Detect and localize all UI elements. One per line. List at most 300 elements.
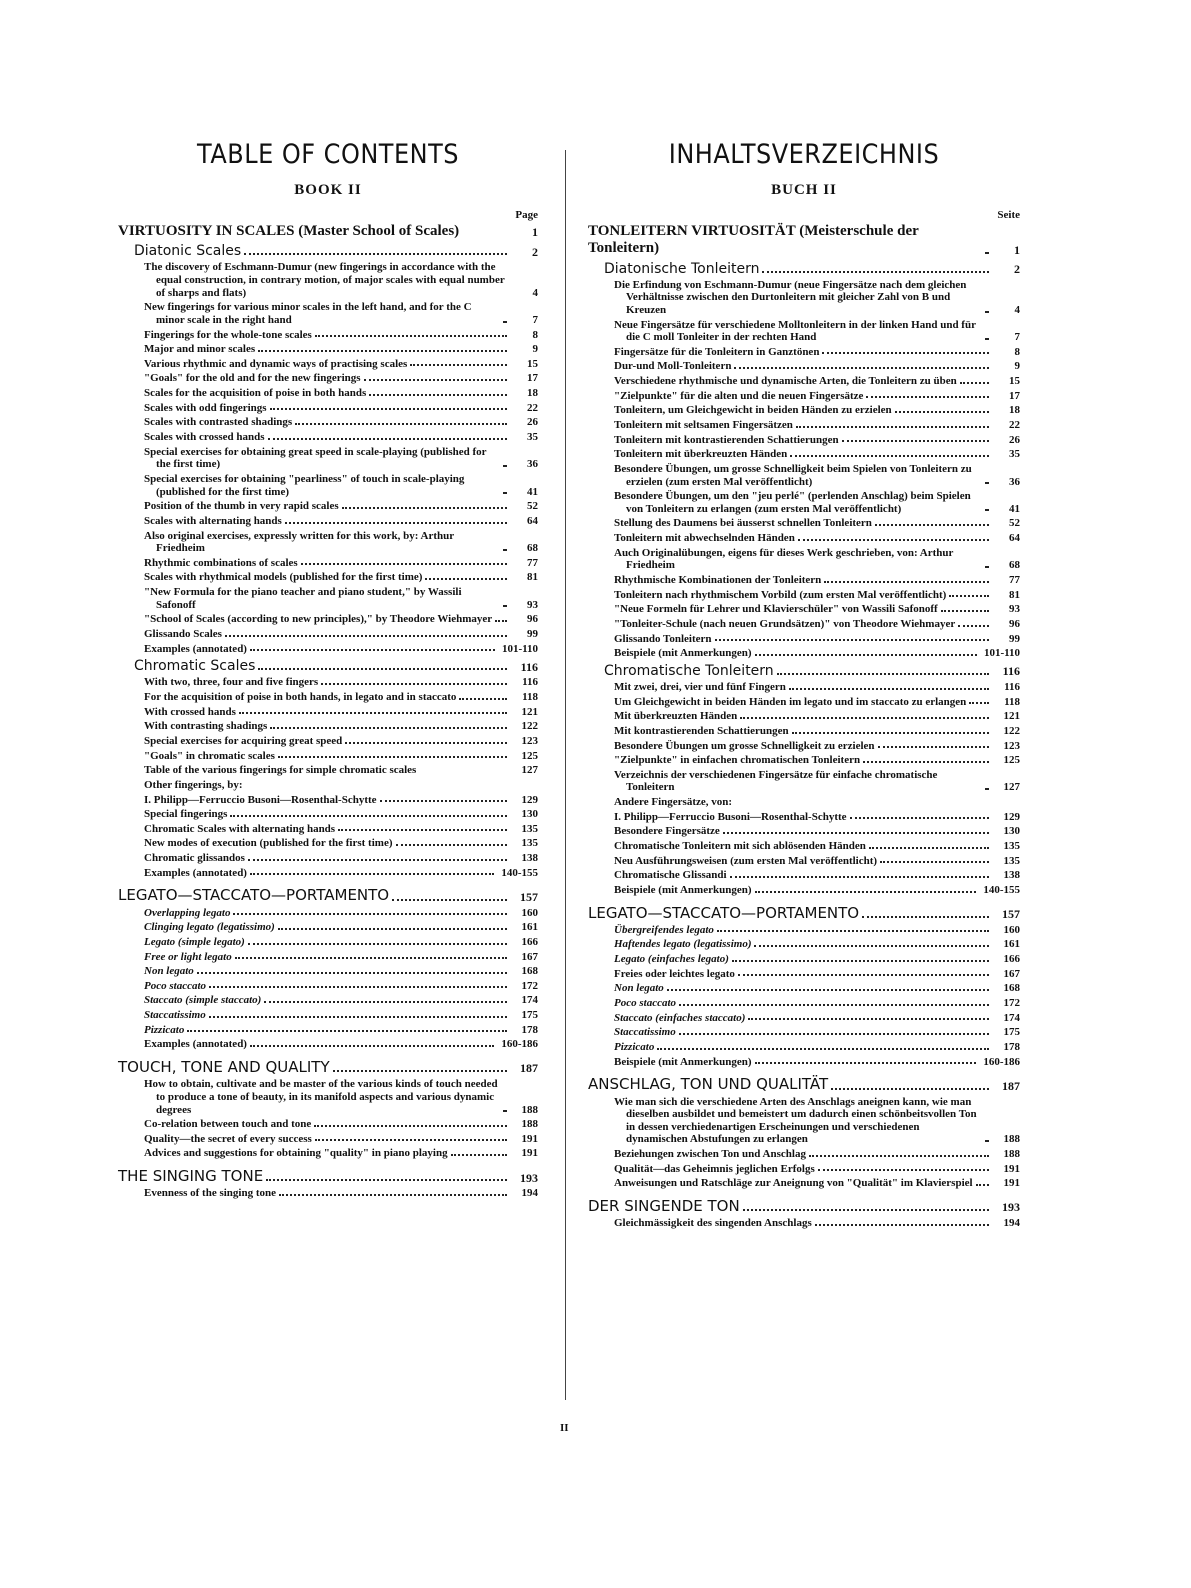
- toc-entry: [118, 1168, 538, 1185]
- toc-entry: [588, 769, 1020, 794]
- toc-entry: [118, 837, 538, 850]
- toc-entries: [588, 223, 1020, 1230]
- toc-entry-page: 116: [520, 659, 538, 674]
- dot-leader: [895, 411, 989, 413]
- toc-entry-title: Special exercises for obtaining great speed in scale-playing (published for the first time): [144, 445, 487, 471]
- toc-entry-page: 194: [1003, 1217, 1020, 1230]
- dot-leader: [266, 1179, 507, 1181]
- toc-entry-title: Beziehungen zwischen Ton und Anschlag: [614, 1148, 806, 1161]
- toc-entry-page: 188: [1003, 1148, 1020, 1161]
- toc-entry-page: 174: [521, 994, 538, 1007]
- toc-entry-page: 8: [532, 328, 538, 341]
- page-number: II: [560, 1422, 569, 1434]
- toc-entry: [588, 884, 1020, 897]
- toc-entry-title: Chromatic Scales with alternating hands: [144, 822, 336, 835]
- toc-entry-page: 4: [532, 286, 538, 299]
- dot-leader: [235, 957, 507, 959]
- dot-leader: [364, 379, 507, 381]
- dot-leader: [396, 844, 508, 846]
- toc-entry: [118, 1187, 538, 1200]
- dot-leader: [314, 1125, 507, 1127]
- toc-entry-page: 1: [1014, 242, 1020, 257]
- toc-entry-title: Tonleitern nach rhythmischem Vorbild (zum ersten Mal veröffentlicht): [614, 588, 947, 601]
- dot-leader: [730, 876, 989, 878]
- toc-entry: [588, 740, 1020, 753]
- toc-entry-page: 130: [521, 808, 538, 821]
- toc-entry: [118, 329, 538, 342]
- toc-entry: [118, 557, 538, 570]
- toc-entry: [118, 301, 538, 326]
- toc-entry-title: ANSCHLAG, TON UND QUALITÄT: [588, 1075, 829, 1094]
- toc-entry: [118, 261, 538, 299]
- dot-leader: [985, 338, 989, 340]
- dot-leader: [755, 891, 977, 893]
- toc-entry: [118, 643, 538, 656]
- dot-leader: [278, 756, 507, 758]
- dot-leader: [264, 1001, 507, 1003]
- toc-entry-title: For the acquisition of poise in both hands, in legato and in staccato: [144, 691, 457, 704]
- toc-entry-title: Tonleitern mit kontrastierenden Schattierungen: [614, 433, 839, 446]
- toc-entry-title: Neue Fingersätze für verschiedene Molltonleitern in der linken Hand und für die C moll Tonleiter in der rechten Hand: [614, 318, 976, 344]
- toc-entry-title: Besondere Übungen um grosse Schnelligkeit zu erzielen: [614, 739, 875, 752]
- toc-entry: [588, 997, 1020, 1010]
- toc-entry-page: 81: [527, 571, 538, 584]
- toc-entry: [588, 1148, 1020, 1161]
- toc-entry: [118, 358, 538, 371]
- dot-leader: [503, 549, 507, 551]
- toc-entry: [118, 658, 538, 674]
- dot-leader: [842, 440, 989, 442]
- toc-entry-title: Auch Originalübungen, eigens für dieses Werk geschrieben, von: Arthur Friedheim: [614, 546, 954, 572]
- toc-entry: [588, 1177, 1020, 1190]
- toc-entry-title: Scales with contrasted shadings: [144, 416, 293, 429]
- dot-leader: [743, 1209, 989, 1211]
- dot-leader: [268, 438, 507, 440]
- toc-entry-title: Besondere Fingersätze: [614, 825, 720, 838]
- dot-leader: [270, 408, 507, 410]
- toc-entry-page: 64: [527, 514, 538, 527]
- toc-entry-title: Examples (annotated): [144, 1038, 247, 1051]
- toc-entry-title: Table of the various fingerings for simple chromatic scales: [144, 764, 417, 777]
- toc-entry-title: Major and minor scales: [144, 343, 256, 356]
- dot-leader: [985, 509, 989, 511]
- toc-entry-page: 166: [521, 935, 538, 948]
- toc-entry-title: Rhythmic combinations of scales: [144, 556, 298, 569]
- toc-entry-page: 129: [521, 793, 538, 806]
- toc-entry-page: 160-186: [501, 1038, 538, 1051]
- toc-entry-page: 26: [1009, 433, 1020, 446]
- dot-leader: [239, 712, 507, 714]
- dot-leader: [738, 974, 989, 976]
- toc-entry-title: DER SINGENDE TON: [588, 1196, 740, 1215]
- dot-leader: [315, 335, 507, 337]
- toc-entry: [588, 390, 1020, 403]
- toc-entry-page: 99: [1009, 632, 1020, 645]
- toc-entry-title: LEGATO—STACCATO—PORTAMENTO: [118, 886, 390, 905]
- toc-entry-page: 41: [527, 485, 538, 498]
- dot-leader: [869, 847, 989, 849]
- dot-leader: [392, 899, 507, 901]
- toc-entry: [588, 319, 1020, 344]
- toc-entry-title: I. Philipp—Ferruccio Busoni—Rosenthal-Schytte: [614, 810, 847, 823]
- toc-entry-page: 41: [1009, 502, 1020, 515]
- toc-entry: [588, 840, 1020, 853]
- dot-leader: [225, 635, 507, 637]
- toc-entry-page: 161: [521, 921, 538, 934]
- toc-entry-title: Anweisungen und Ratschläge zur Aneignung von "Qualität" im Klavierspiel: [614, 1177, 973, 1190]
- toc-entry-title: "Goals" in chromatic scales: [144, 749, 275, 762]
- toc-entry-page: 116: [1002, 664, 1020, 679]
- toc-entry: [118, 735, 538, 748]
- toc-entry-title: Staccatissimo: [144, 1009, 206, 1022]
- toc-entry-page: 193: [520, 1170, 538, 1185]
- dot-leader: [958, 625, 989, 627]
- toc-entry: [588, 589, 1020, 602]
- dot-leader: [209, 986, 507, 988]
- toc-entry-page: 168: [521, 965, 538, 978]
- book-heading: BUCH II: [771, 182, 837, 198]
- dot-leader: [818, 1169, 989, 1171]
- toc-entry-title: LEGATO—STACCATO—PORTAMENTO: [588, 903, 860, 922]
- toc-entry: [588, 618, 1020, 631]
- toc-entry-page: 18: [527, 387, 538, 400]
- english-toc-column: [118, 140, 538, 1200]
- toc-entry-title: "School of Scales (according to new principles)," by Theodore Wiehmayer: [144, 613, 493, 626]
- toc-entry-page: 123: [1003, 739, 1020, 752]
- toc-entry-page: 191: [1003, 1162, 1020, 1175]
- dot-leader: [250, 1045, 494, 1047]
- toc-entry-page: 17: [1009, 389, 1020, 402]
- toc-entry-title: Non legato: [144, 965, 194, 978]
- toc-entry: [588, 547, 1020, 572]
- toc-entry-page: 9: [1014, 360, 1020, 373]
- dot-leader: [985, 482, 989, 484]
- dot-leader: [985, 566, 989, 568]
- toc-entry-title: Tonleitern mit abwechselnden Händen: [614, 532, 795, 545]
- toc-entry-page: 77: [527, 556, 538, 569]
- toc-entry-title: Freies oder leichtes legato: [614, 967, 735, 980]
- dot-leader: [333, 1070, 507, 1072]
- dot-leader: [866, 396, 989, 398]
- toc-entry-page: 135: [521, 822, 538, 835]
- toc-entry-title: Rhythmische Kombinationen der Tonleitern: [614, 574, 822, 587]
- dot-leader: [831, 1088, 989, 1090]
- toc-title: INHALTSVERZEICHNIS: [668, 138, 940, 170]
- toc-entry-title: Haftendes legato (legatissimo): [614, 938, 752, 951]
- toc-entry-page: 178: [521, 1023, 538, 1036]
- toc-entry-title: Mit überkreuzten Händen: [614, 710, 738, 723]
- toc-entry-page: 116: [522, 676, 538, 689]
- toc-entry: [588, 869, 1020, 882]
- toc-entry-page: 191: [521, 1132, 538, 1145]
- toc-entry-page: 188: [1003, 1133, 1020, 1146]
- toc-entry-title: Evenness of the singing tone: [144, 1187, 277, 1200]
- dot-leader: [824, 581, 989, 583]
- toc-entry-title: "Tonleiter-Schule (nach neuen Grundsätzen)" von Theodore Wiehmayer: [614, 617, 956, 630]
- toc-entry-page: 123: [521, 734, 538, 747]
- toc-entry-title: Mit zwei, drei, vier und fünf Fingern: [614, 680, 786, 693]
- toc-entry: [118, 750, 538, 763]
- toc-entry-title: The discovery of Eschmann-Dumur (new fingerings in accordance with the equal construction, in contrary motion, of major scales with equal number of sharps and flats): [144, 261, 505, 299]
- toc-entry-title: Position of the thumb in very rapid scales: [144, 500, 339, 513]
- toc-entry: [588, 754, 1020, 767]
- dot-leader: [679, 1004, 989, 1006]
- toc-entry-page: 127: [521, 764, 538, 777]
- toc-entry-title: Verzeichnis der verschiedenen Fingersätze für einfache chromatische Tonleitern: [614, 768, 938, 794]
- toc-entry-title: Quality—the secret of every success: [144, 1132, 312, 1145]
- toc-entry-page: 140-155: [983, 883, 1020, 896]
- toc-entry-page: 125: [521, 749, 538, 762]
- toc-entry-title: Advices and suggestions for obtaining "quality" in piano playing: [144, 1147, 448, 1160]
- toc-entry-page: 135: [1003, 854, 1020, 867]
- toc-entry: [118, 387, 538, 400]
- dot-leader: [960, 382, 989, 384]
- toc-entry: [118, 628, 538, 641]
- dot-leader: [863, 761, 989, 763]
- toc-entry-page: 187: [520, 1061, 538, 1076]
- toc-entry: [118, 1078, 538, 1116]
- toc-entry-title: Übergreifendes legato: [614, 923, 714, 936]
- toc-entry: [588, 710, 1020, 723]
- toc-entry-title: Tonleitern, um Gleichgewicht in beiden Händen zu erzielen: [614, 404, 892, 417]
- toc-entry: [118, 1038, 538, 1051]
- toc-entry-page: 193: [1002, 1200, 1020, 1215]
- dot-leader: [875, 524, 989, 526]
- toc-entry-page: 178: [1003, 1040, 1020, 1053]
- dot-leader: [345, 742, 507, 744]
- dot-leader: [369, 394, 507, 396]
- toc-title: TABLE OF CONTENTS: [197, 138, 459, 170]
- toc-entry-page: 118: [1004, 695, 1020, 708]
- toc-entry: [588, 696, 1020, 709]
- toc-entry: [118, 823, 538, 836]
- toc-entry-title: Qualität—das Geheimnis jeglichen Erfolgs: [614, 1162, 815, 1175]
- toc-entry-page: 36: [1009, 475, 1020, 488]
- toc-entry: [588, 982, 1020, 995]
- page-column-label: Page: [515, 209, 538, 221]
- toc-entry-page: 2: [532, 244, 538, 259]
- toc-entry: [118, 446, 538, 471]
- toc-entry: [118, 808, 538, 821]
- toc-entry: [588, 1076, 1020, 1093]
- toc-entry-title: Scales with rhythmical models (published for the first time): [144, 571, 423, 584]
- dot-leader: [459, 698, 507, 700]
- toc-entry-page: 17: [527, 372, 538, 385]
- toc-entry-title: Staccato (simple staccato): [144, 994, 262, 1007]
- dot-leader: [244, 253, 507, 255]
- toc-entry-page: 175: [521, 1009, 538, 1022]
- toc-entry: [118, 764, 538, 777]
- dot-leader: [295, 423, 507, 425]
- toc-entry-page: 64: [1009, 532, 1020, 545]
- toc-entry: [118, 1009, 538, 1022]
- toc-entry-page: 52: [1009, 517, 1020, 530]
- dot-leader: [941, 610, 989, 612]
- toc-entry: [588, 463, 1020, 488]
- toc-entry-page: 135: [1003, 840, 1020, 853]
- dot-leader: [451, 1154, 507, 1156]
- toc-entry: [588, 375, 1020, 388]
- toc-entry-page: 140-155: [501, 866, 538, 879]
- dot-leader: [667, 989, 989, 991]
- toc-entry-page: 157: [520, 889, 538, 904]
- toc-entry: [118, 1118, 538, 1131]
- toc-entry: [588, 968, 1020, 981]
- toc-entry-title: Special exercises for acquiring great speed: [144, 734, 343, 747]
- toc-entry-page: 68: [527, 542, 538, 555]
- toc-entry: [118, 1147, 538, 1160]
- toc-entry: [588, 419, 1020, 432]
- toc-entry: [118, 980, 538, 993]
- dot-leader: [715, 639, 989, 641]
- toc-entry: [588, 223, 1020, 258]
- toc-entry-page: 167: [521, 950, 538, 963]
- dot-leader: [503, 492, 507, 494]
- dot-leader: [285, 522, 507, 524]
- toc-entry: [118, 1059, 538, 1076]
- dot-leader: [248, 859, 507, 861]
- dot-leader: [679, 1033, 989, 1035]
- toc-entry: [118, 887, 538, 904]
- toc-entry: [118, 530, 538, 555]
- toc-entry: [588, 905, 1020, 922]
- toc-entry: [118, 372, 538, 385]
- toc-entry: [118, 402, 538, 415]
- toc-entry-page: 127: [1003, 781, 1020, 794]
- dot-leader: [342, 507, 507, 509]
- toc-entry: [118, 676, 538, 689]
- toc-entry-title: THE SINGING TONE: [118, 1167, 264, 1186]
- dot-leader: [792, 732, 989, 734]
- toc-entry-page: 118: [522, 691, 538, 704]
- toc-entry-page: 175: [1003, 1026, 1020, 1039]
- dot-leader: [503, 1110, 507, 1112]
- dot-leader: [740, 717, 989, 719]
- toc-entry-title: Beispiele (mit Anmerkungen): [614, 883, 752, 896]
- toc-entry-title: Dur-und Moll-Tonleitern: [614, 360, 732, 373]
- toc-entry-title: Stellung des Daumens bei äusserst schnellen Tonleitern: [614, 517, 872, 530]
- toc-entry: [588, 532, 1020, 545]
- toc-entry-title: Also original exercises, expressly written for this work, by: Arthur Friedheim: [144, 529, 454, 555]
- toc-entry-title: How to obtain, cultivate and be master of the various kinds of touch needed to produce a tone of beauty, in its manifold aspects and various dynamic degrees: [144, 1078, 498, 1116]
- toc-entry-title: Beispiele (mit Anmerkungen): [614, 647, 752, 660]
- toc-entry-title: Scales with crossed hands: [144, 431, 265, 444]
- toc-entry-page: 68: [1009, 559, 1020, 572]
- dot-leader: [717, 930, 989, 932]
- toc-entry: [588, 404, 1020, 417]
- toc-entry-page: 167: [1003, 967, 1020, 980]
- toc-entry-page: 138: [1003, 869, 1020, 882]
- toc-entry-title: Diatonische Tonleitern: [604, 260, 760, 277]
- toc-entry-title: TONLEITERN VIRTUOSITÄT (Meisterschule der Tonleitern): [588, 223, 919, 257]
- toc-entries: [118, 223, 538, 1200]
- toc-entry-title: With contrasting shadings: [144, 720, 268, 733]
- dot-leader: [809, 1155, 989, 1157]
- toc-entry: [118, 431, 538, 444]
- dot-leader: [754, 945, 989, 947]
- dot-leader: [503, 605, 507, 607]
- toc-entry-title: Scales for the acquisition of poise in both hands: [144, 387, 367, 400]
- toc-entry-title: With crossed hands: [144, 705, 236, 718]
- dot-leader: [985, 788, 989, 790]
- toc-entry: [118, 1024, 538, 1037]
- toc-entry-page: 9: [532, 343, 538, 356]
- toc-entry-title: Tonleitern mit seltsamen Fingersätzen: [614, 419, 793, 431]
- toc-entry: [588, 663, 1020, 679]
- toc-entry-page: 4: [1014, 303, 1020, 316]
- dot-leader: [985, 311, 989, 313]
- dot-leader: [822, 352, 989, 354]
- dot-leader: [748, 1018, 989, 1020]
- toc-entry-title: Neu Ausführungsweisen (zum ersten Mal veröffentlicht): [614, 854, 878, 867]
- toc-entry-page: 7: [532, 313, 538, 326]
- dot-leader: [233, 913, 507, 915]
- toc-entry-title: Scales with odd fingerings: [144, 401, 267, 414]
- dot-leader: [755, 1062, 977, 1064]
- dot-leader: [777, 673, 989, 675]
- dot-leader: [338, 829, 507, 831]
- toc-entry-page: 122: [521, 720, 538, 733]
- dot-leader: [755, 654, 977, 656]
- toc-entry: [118, 907, 538, 920]
- toc-entry-title: Various rhythmic and dynamic ways of practising scales: [144, 357, 408, 370]
- toc-entry: [588, 517, 1020, 530]
- dot-leader: [878, 746, 989, 748]
- dot-leader: [278, 928, 507, 930]
- toc-entry-page: 15: [527, 357, 538, 370]
- toc-entry-title: Verschiedene rhythmische und dynamische Arten, die Tonleitern zu üben: [614, 375, 957, 388]
- toc-entry: [588, 681, 1020, 694]
- toc-entry-page: 15: [1009, 375, 1020, 388]
- toc-entry: [588, 1217, 1020, 1230]
- toc-entry-title: Clinging legato (legatissimo): [144, 921, 275, 934]
- dot-leader: [985, 252, 989, 254]
- toc-entry-page: 99: [527, 628, 538, 640]
- toc-entry: [118, 613, 538, 626]
- toc-entry-title: VIRTUOSITY IN SCALES (Master School of Scales): [118, 223, 460, 239]
- dot-leader: [732, 960, 989, 962]
- toc-entry-title: Mit kontrastierenden Schattierungen: [614, 724, 789, 737]
- toc-entry-page: 26: [527, 416, 538, 429]
- toc-entry: [588, 261, 1020, 277]
- toc-entry: [118, 1133, 538, 1146]
- dot-leader: [503, 321, 507, 323]
- toc-entry-title: Chromatische Tonleitern mit sich ablösenden Händen: [614, 840, 866, 853]
- toc-entry-title: Fingerings for the whole-tone scales: [144, 328, 312, 341]
- toc-entry-title: Free or light legato: [144, 950, 232, 963]
- toc-entry-title: I. Philipp—Ferruccio Busoni—Rosenthal-Schytte: [144, 793, 377, 806]
- dot-leader: [503, 465, 507, 467]
- toc-entry: [588, 1163, 1020, 1176]
- dot-leader: [197, 972, 507, 974]
- toc-entry-title: Chromatic Scales: [134, 658, 256, 675]
- toc-entry-page: 77: [1009, 574, 1020, 587]
- toc-entry: [588, 633, 1020, 646]
- toc-entry-title: TOUCH, TONE AND QUALITY: [118, 1058, 330, 1076]
- book-heading: BOOK II: [294, 182, 362, 198]
- toc-entry-page: 129: [1003, 810, 1020, 823]
- toc-entry-title: With two, three, four and five fingers: [144, 676, 319, 689]
- toc-entry: [588, 603, 1020, 616]
- toc-entry-title: Chromatische Glissandi: [614, 869, 727, 882]
- toc-entry: [588, 938, 1020, 951]
- toc-entry: [118, 936, 538, 949]
- dot-leader: [230, 815, 507, 817]
- german-toc-column: [588, 140, 1020, 1230]
- toc-entry-title: Pizzicato: [144, 1023, 185, 1036]
- toc-entry-page: 22: [527, 401, 538, 414]
- toc-entry-title: Chromatische Tonleitern: [604, 662, 774, 679]
